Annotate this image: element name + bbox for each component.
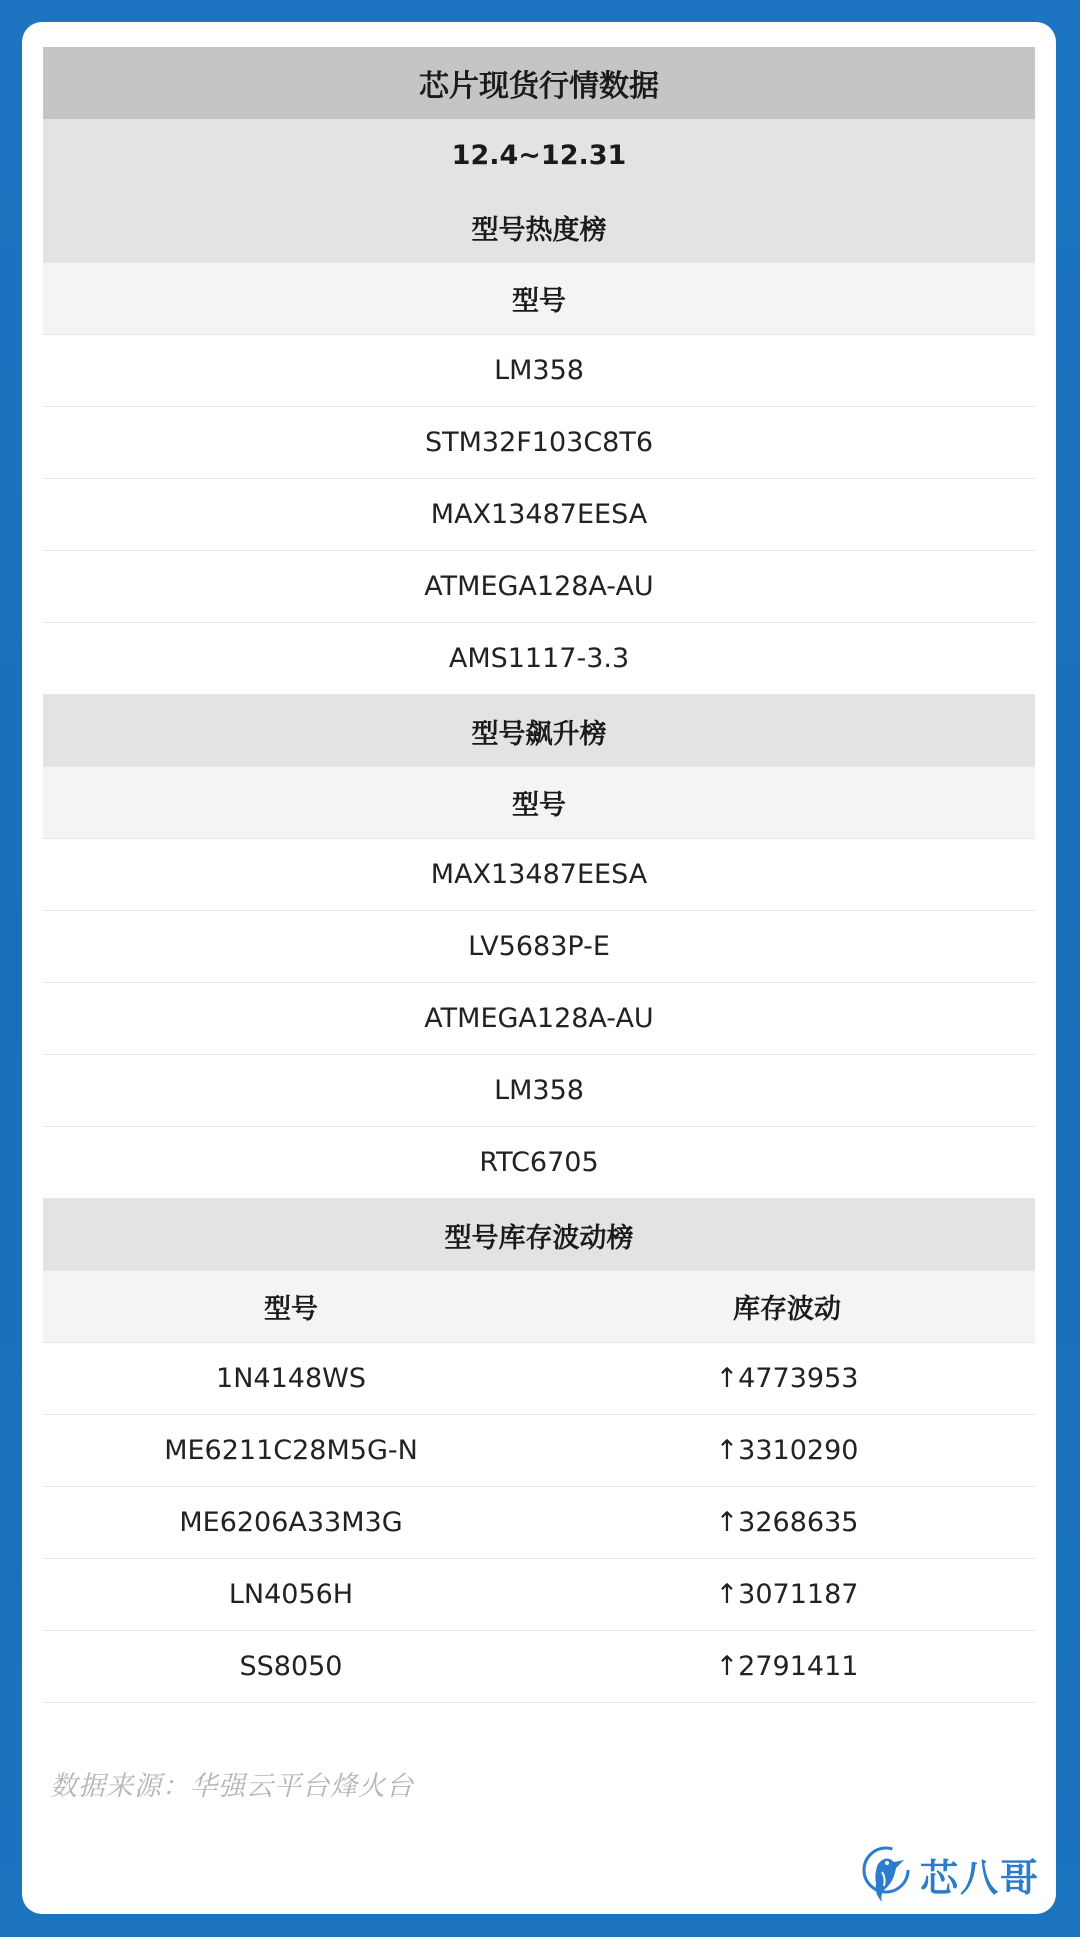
- table-row: [43, 1487, 1035, 1559]
- table-row: LM358: [43, 335, 1035, 407]
- stock-change-cell: ↑3310290: [715, 1435, 859, 1466]
- stock-change-column-header: 库存波动: [733, 1294, 841, 1325]
- model-cell: SS8050: [239, 1651, 343, 1682]
- table-row: [43, 1631, 1035, 1703]
- model-cell: ME6206A33M3G: [179, 1507, 403, 1538]
- content-card: [22, 22, 1056, 1914]
- model-cell: 1N4148WS: [216, 1363, 366, 1394]
- table-row: [43, 1415, 1035, 1487]
- kingfisher-bird-icon: [860, 1844, 912, 1904]
- stock-change-cell: ↑2791411: [715, 1651, 859, 1682]
- date-range: 12.4~12.31: [43, 119, 1035, 191]
- data-source-note: 数据来源：华强云平台烽火台: [50, 1771, 414, 1802]
- table-row: LM358: [43, 1055, 1035, 1127]
- market-data-table: [43, 47, 1035, 1703]
- hot-ranking-heading: 型号热度榜: [43, 191, 1035, 263]
- table-row: MAX13487EESA: [43, 479, 1035, 551]
- table-row: ATMEGA128A-AU: [43, 551, 1035, 623]
- table-title: 芯片现货行情数据: [43, 47, 1035, 119]
- table-row: STM32F103C8T6: [43, 407, 1035, 479]
- stock-change-cell: ↑3071187: [715, 1579, 859, 1610]
- model-cell: ME6211C28M5G-N: [164, 1435, 418, 1466]
- model-cell: LN4056H: [228, 1579, 354, 1610]
- stock-change-cell: ↑4773953: [715, 1363, 859, 1394]
- table-row: AMS1117-3.3: [43, 623, 1035, 695]
- table-row: LV5683P-E: [43, 911, 1035, 983]
- hot-column-header: 型号: [43, 263, 1035, 335]
- table-row: [43, 1559, 1035, 1631]
- rising-column-header: 型号: [43, 767, 1035, 839]
- stock-ranking-heading: 型号库存波动榜: [43, 1199, 1035, 1271]
- stock-change-cell: ↑3268635: [715, 1507, 859, 1538]
- table-row: MAX13487EESA: [43, 839, 1035, 911]
- rising-ranking-heading: 型号飙升榜: [43, 695, 1035, 767]
- table-row: ATMEGA128A-AU: [43, 983, 1035, 1055]
- brand-logo: [860, 1842, 1040, 1906]
- table-row: RTC6705: [43, 1127, 1035, 1199]
- model-column-header: 型号: [264, 1294, 318, 1325]
- table-row: [43, 1343, 1035, 1415]
- brand-name: 芯八哥: [920, 1855, 1041, 1900]
- stock-column-headers: [43, 1271, 1035, 1343]
